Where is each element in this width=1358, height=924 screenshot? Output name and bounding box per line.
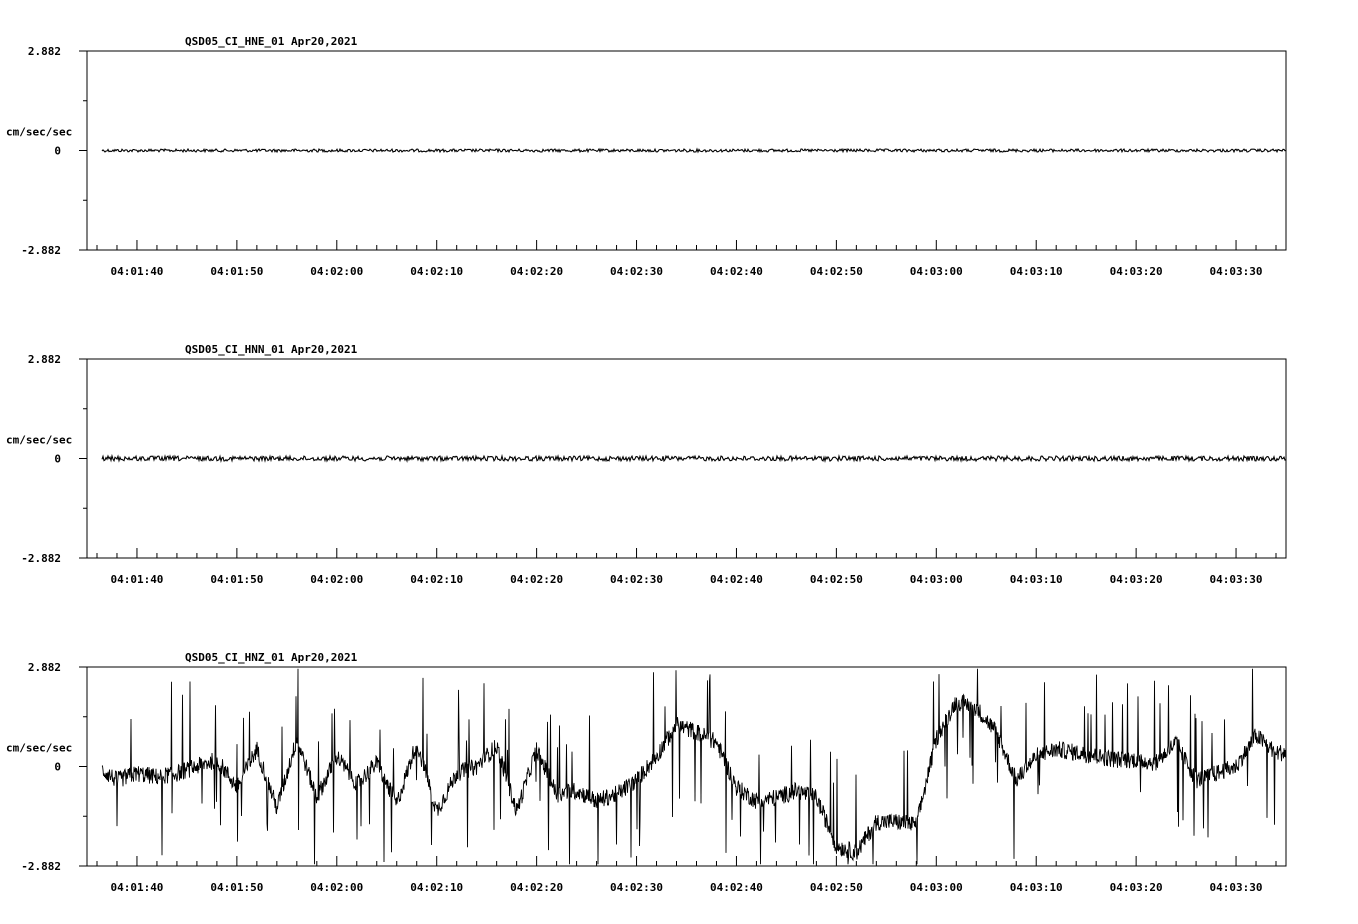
x-tick-label: 04:02:10 — [410, 573, 464, 586]
x-tick-label: 04:02:30 — [610, 265, 664, 278]
x-tick-label: 04:03:30 — [1209, 573, 1263, 586]
x-tick-label: 04:02:40 — [709, 573, 763, 586]
x-tick-label: 04:03:10 — [1009, 573, 1063, 586]
x-tick-label: 04:02:20 — [510, 265, 564, 278]
x-tick-label: 04:03:20 — [1109, 265, 1163, 278]
x-tick-label: 04:01:40 — [110, 573, 164, 586]
x-tick-label: 04:02:50 — [809, 573, 863, 586]
x-tick-label: 04:02:00 — [310, 573, 364, 586]
y-axis-label: cm/sec/sec — [6, 433, 73, 447]
y-tick-label: 2.882 — [27, 661, 61, 674]
x-tick-label: 04:03:00 — [909, 881, 963, 894]
x-tick-label: 04:03:10 — [1009, 881, 1063, 894]
plot-frame — [87, 667, 1286, 866]
y-axis-label: cm/sec/sec — [6, 125, 73, 139]
x-tick-label: 04:02:00 — [310, 265, 364, 278]
x-tick-label: 04:01:50 — [210, 573, 264, 586]
y-tick-label: 0 — [54, 144, 61, 158]
y-tick-label: -2.882 — [21, 860, 61, 873]
x-tick-label: 04:02:50 — [809, 881, 863, 894]
chart-panel-2 — [6, 343, 1286, 586]
waveform-trace — [102, 149, 1286, 152]
chart-title: QSD05_CI_HNE_01 Apr20,2021 — [185, 35, 358, 48]
x-tick-label: 04:01:40 — [110, 881, 164, 894]
chart-panel-3 — [6, 651, 1286, 894]
x-tick-label: 04:01:50 — [210, 265, 264, 278]
x-tick-label: 04:02:40 — [709, 265, 763, 278]
x-tick-label: 04:01:40 — [110, 265, 164, 278]
waveform-trace — [102, 456, 1286, 461]
x-tick-label: 04:02:20 — [510, 573, 564, 586]
x-tick-label: 04:03:10 — [1009, 265, 1063, 278]
x-tick-label: 04:03:30 — [1209, 881, 1263, 894]
x-tick-label: 04:03:00 — [909, 265, 963, 278]
x-tick-label: 04:03:20 — [1109, 881, 1163, 894]
y-tick-label: 2.882 — [27, 353, 61, 366]
chart-panel-1 — [6, 35, 1286, 278]
x-tick-label: 04:02:10 — [410, 265, 464, 278]
x-tick-label: 04:02:10 — [410, 881, 464, 894]
x-tick-label: 04:02:30 — [610, 881, 664, 894]
x-tick-label: 04:02:50 — [809, 265, 863, 278]
x-tick-label: 04:02:30 — [610, 573, 664, 586]
x-tick-label: 04:03:20 — [1109, 573, 1163, 586]
x-tick-label: 04:02:40 — [709, 881, 763, 894]
y-tick-label: -2.882 — [21, 244, 61, 257]
x-tick-label: 04:01:50 — [210, 881, 264, 894]
y-tick-label: -2.882 — [21, 552, 61, 565]
x-tick-label: 04:03:00 — [909, 573, 963, 586]
chart-title: QSD05_CI_HNN_01 Apr20,2021 — [185, 343, 358, 356]
x-tick-label: 04:03:30 — [1209, 265, 1263, 278]
chart-title: QSD05_CI_HNZ_01 Apr20,2021 — [185, 651, 358, 664]
y-tick-label: 0 — [54, 452, 61, 466]
waveform-trace — [102, 669, 1286, 865]
y-tick-label: 0 — [54, 760, 61, 774]
x-tick-label: 04:02:00 — [310, 881, 364, 894]
y-axis-label: cm/sec/sec — [6, 741, 73, 755]
y-tick-label: 2.882 — [27, 45, 61, 58]
x-tick-label: 04:02:20 — [510, 881, 564, 894]
